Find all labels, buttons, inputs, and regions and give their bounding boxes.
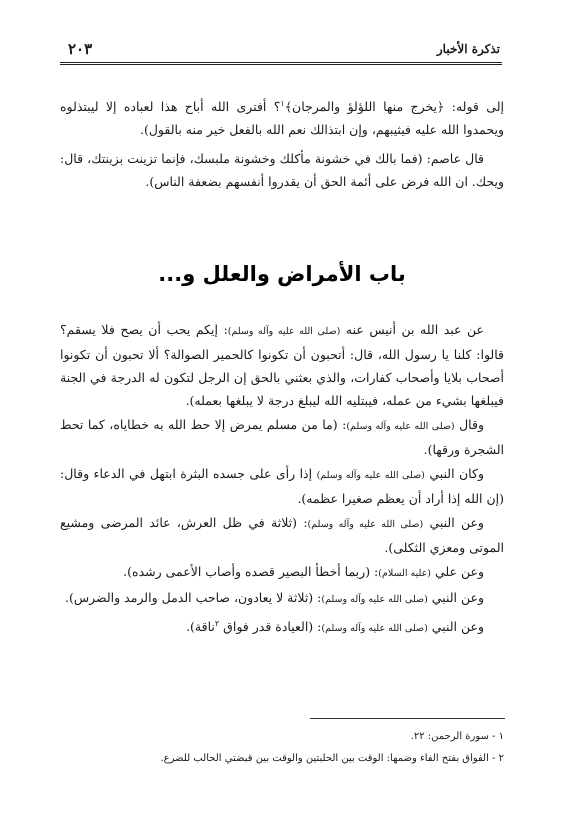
footnote-ref-1: ١: [280, 99, 285, 108]
intro-paragraph-1: إلى قوله: ﴿يخرج منها اللؤلؤ والمرجان﴾$^١$؟ أفترى الله أباح هذا لعباده إلا ليبتذلوه ويحمدوا الله عليه فيثيبهم، وإن ابتذالك نعم الله بالفعل خير منه بالقول).: [60, 99, 504, 138]
footnote-ref-2: ٢: [214, 619, 220, 628]
hadith-paragraph: عن عبد الله بن أنيس عنه (صلى الله عليه وآله وسلم): إيكم يحب أن يصح فلا يسقم؟ قالوا: كلنا يا رسول الله، قال: أتحبون أن تكونوا كالحمير الصوالة؟ ألا تحبون أن تكونوا أصحاب بلايا وأصحاب كفارات، والذي بعثني بالحق إن الرجل لتكون له الدرجة في الجنة فيبلغها بشيء من عمله، فيبتليه الله ليبلغ درجة لا يبلغها بعمله).: [60, 322, 504, 408]
page-number: ٢٠٣: [68, 40, 93, 58]
section-body: [60, 318, 504, 641]
hadith-paragraph: وعن علي (عليه السلام): (ربما أخطأ البصير قصده وأصاب الأعمى رشده).: [123, 564, 484, 579]
header-rule: [60, 62, 502, 65]
hadith-paragraph: وقال (صلى الله عليه وآله وسلم): (ما من مسلم يمرض إلا حط الله به خطاياه، كما تحط الشجرة ورقها).: [60, 417, 504, 457]
book-title: تذكرة الأخبار: [436, 42, 500, 56]
intro-paragraph-2: قال عاصم: (فما بالك في خشونة مأكلك وخشونة ملبسك، فإنما تزينت بزينتك، قال: ويحك. ان الله فرض على أئمة الحق أن يقدروا أنفسهم بضعفة الناس).: [60, 151, 504, 190]
hadith-paragraph: وعن النبي (صلى الله عليه وآله وسلم): (ثلاثة لا يعادون، صاحب الدمل والرمد والضرس).: [65, 590, 484, 605]
hadith-paragraph: وعن النبي (صلى الله عليه وآله وسلم): (العيادة قدر فواق $^٢$ناقة).: [186, 619, 484, 635]
intro-text: [60, 92, 504, 199]
hadith-paragraph: وعن النبي (صلى الله عليه وآله وسلم): (ثلاثة في ظل العرش، عائد المرضى ومشيع الموتى ومعزي الثكلى).: [60, 515, 504, 555]
footnote-1: ١ - سورة الرحمن: ٢٢.: [410, 731, 504, 742]
running-header: [60, 42, 500, 60]
footnote-2: ٢ - الفواق بفتح الفاء وضمها: الوقت بين الحلبتين والوقت بين قبضتي الحالب للضرع.: [160, 753, 504, 764]
hadith-paragraph: وكان النبي (صلى الله عليه وآله وسلم) إذا رأى على جسده البثرة ابتهل في الدعاء وقال: (إن الله إذا أراد أن يعظم صغيرا عظمه).: [60, 466, 504, 506]
footnote-rule: [310, 718, 505, 719]
footnotes: [60, 726, 504, 770]
section-title: باب الأمراض والعلل و...: [158, 262, 406, 286]
